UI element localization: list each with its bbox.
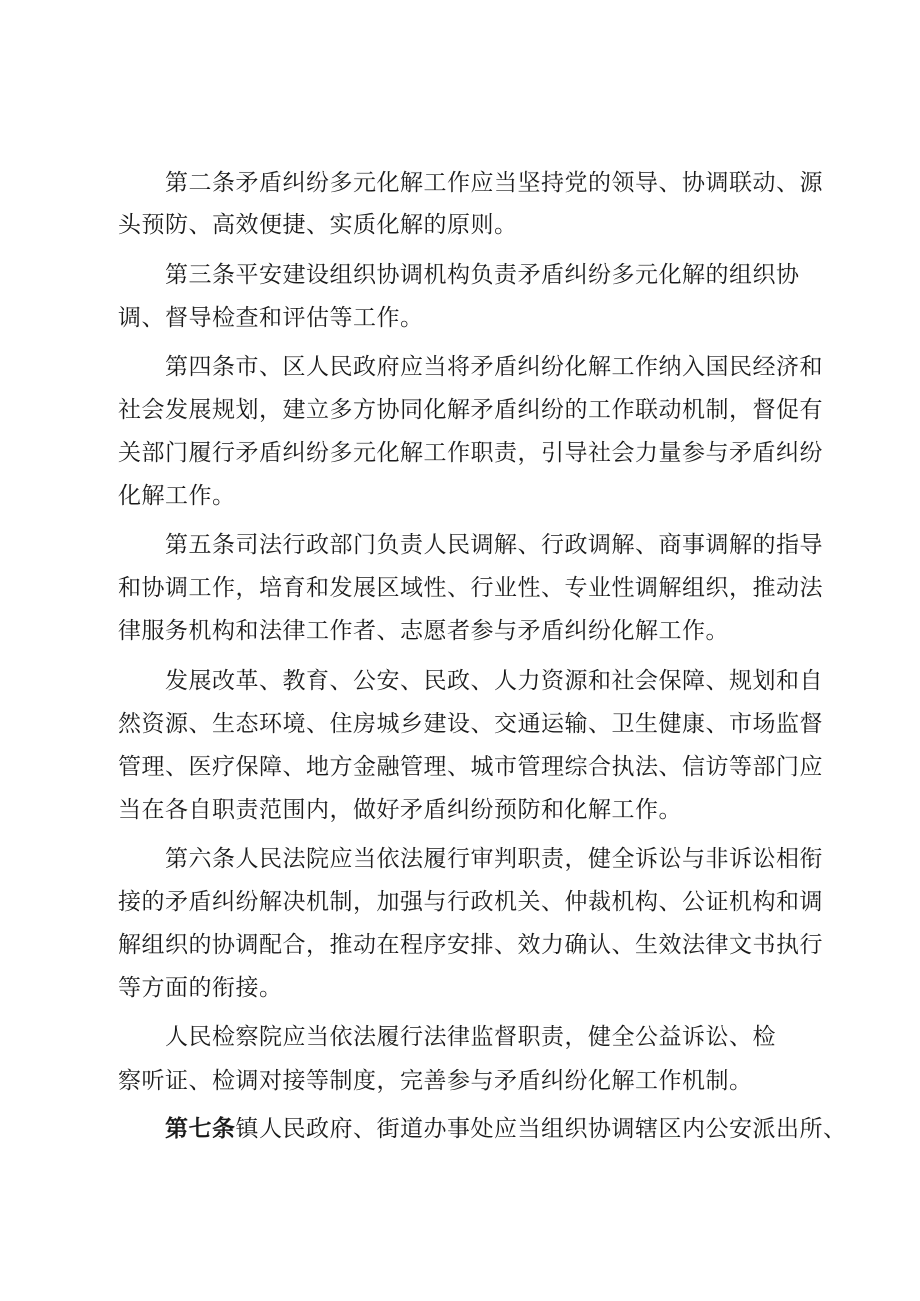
article-6-para-2-line-2: 察听证、检调对接等制度，完善参与矛盾纠纷化解工作机制。 [118, 1068, 753, 1094]
article-7-text: 镇人民政府、街道办事处应当组织协调辖区内公安派出所、 [235, 1116, 847, 1142]
article-6-line-4: 等方面的衔接。 [118, 975, 283, 1001]
article-6-line-1: 第六条人民法院应当依法履行审判职责，健全诉讼与非诉讼相衔 [165, 846, 823, 872]
article-6-para-2-line-1: 人民检察院应当依法履行法律监督职责，健全公益诉讼、检 [165, 1024, 776, 1050]
article-5-para-2-line-3: 管理、医疗保障、地方金融管理、城市管理综合执法、信访等部门应 [118, 754, 823, 780]
article-4-line-2: 社会发展规划，建立多方协同化解矛盾纠纷的工作联动机制，督促有 [118, 397, 823, 423]
article-4-line-1: 第四条市、区人民政府应当将矛盾纠纷化解工作纳入国民经济和 [165, 354, 823, 380]
article-5-line-1: 第五条司法行政部门负责人民调解、行政调解、商事调解的指导 [165, 532, 823, 558]
article-6-line-3: 解组织的协调配合，推动在程序安排、效力确认、生效法律文书执行 [118, 932, 823, 958]
article-5-line-2: 和协调工作，培育和发展区域性、行业性、专业性调解组织，推动法 [118, 575, 823, 601]
article-3-line-2: 调、督导检查和评估等工作。 [118, 305, 424, 331]
article-5-para-2-line-2: 然资源、生态环境、住房城乡建设、交通运输、卫生健康、市场监督 [118, 711, 823, 737]
article-2-line-1: 第二条矛盾纠纷多元化解工作应当坚持党的领导、协调联动、源 [165, 170, 823, 196]
article-4-line-4: 化解工作。 [118, 483, 236, 509]
article-7-heading: 第七条 [165, 1115, 236, 1142]
article-3-line-1: 第三条平安建设组织协调机构负责矛盾纠纷多元化解的组织协 [165, 262, 800, 288]
article-5-para-2-line-1: 发展改革、教育、公安、民政、人力资源和社会保障、规划和自 [165, 668, 823, 694]
article-2-line-2: 头预防、高效便捷、实质化解的原则。 [118, 212, 518, 238]
article-5-para-2-line-4: 当在各自职责范围内，做好矛盾纠纷预防和化解工作。 [118, 797, 682, 823]
article-7-line-1 [165, 1114, 847, 1144]
article-5-line-3: 律服务机构和法律工作者、志愿者参与矛盾纠纷化解工作。 [118, 618, 729, 644]
article-6-line-2: 接的矛盾纠纷解决机制，加强与行政机关、仲裁机构、公证机构和调 [118, 889, 823, 915]
article-4-line-3: 关部门履行矛盾纠纷多元化解工作职责，引导社会力量参与矛盾纠纷 [118, 440, 823, 466]
